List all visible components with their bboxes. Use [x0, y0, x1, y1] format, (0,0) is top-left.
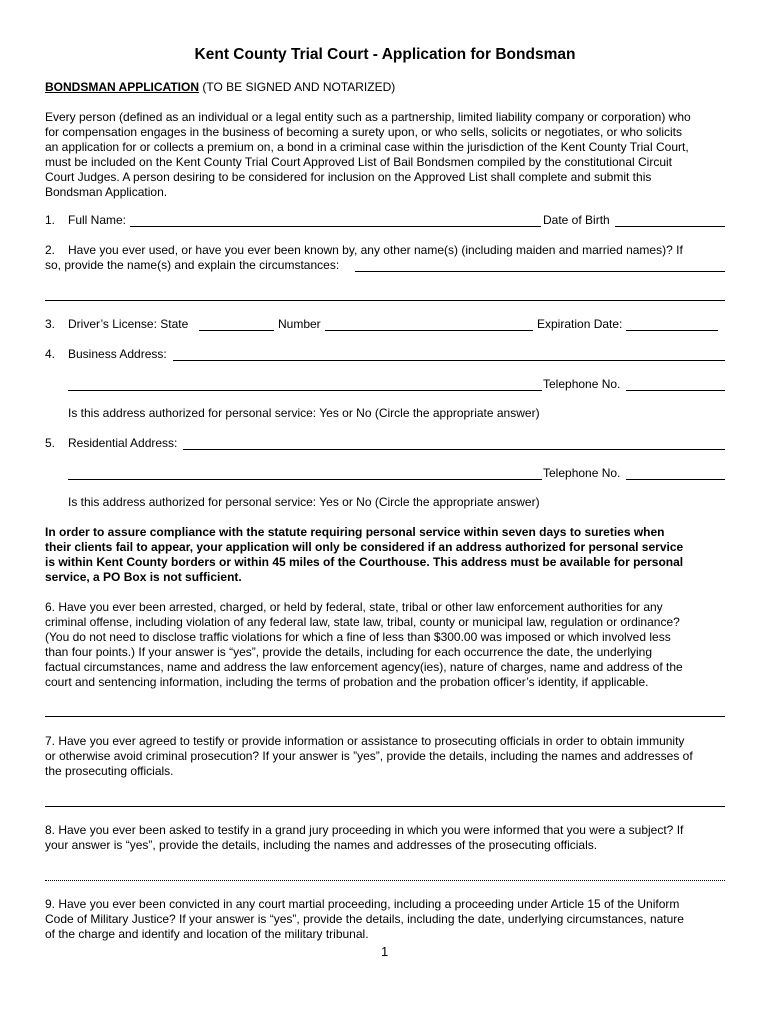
intro-line: for compensation engages in the business of becoming a surety upon, or who sells, solicits or negotiates, or who solicits [45, 125, 683, 139]
q9-line: of the charge and identify and location of the military tribunal. [45, 927, 369, 941]
q2-text-line: Have you ever used, or have you ever been known by, any other name(s) (including maiden and married names)? If [68, 243, 683, 257]
date-of-birth-field[interactable] [615, 226, 725, 227]
business-telephone-field[interactable] [626, 390, 725, 391]
other-names-field-2[interactable] [45, 300, 725, 301]
q7-line: 7. Have you ever agreed to testify or provide information or assistance to prosecuting officials in order to obtain immunity [45, 734, 685, 748]
q6-line: than four points.) If your answer is “yes”, provide the details, including for each occurrence the date, the underlying [45, 645, 652, 659]
q1-number: 1. [45, 213, 56, 227]
subheading [45, 80, 395, 95]
intro-line: Bondsman Application. [45, 185, 168, 199]
q8-line: your answer is “yes”, provide the details, including the names and addresses of the prosecuting officials. [45, 838, 598, 852]
notice-line: service, a PO Box is not sufficient. [45, 570, 242, 584]
residential-telephone-label: Telephone No. [543, 466, 621, 480]
other-names-field[interactable] [355, 271, 725, 272]
full-name-label: Full Name: [68, 213, 127, 227]
notice-line: In order to assure compliance with the statute requiring personal service within seven days to sureties when [45, 525, 665, 539]
subheading-label: BONDSMAN APPLICATION [45, 80, 199, 94]
q7-line: or otherwise avoid criminal prosecution? If your answer is ”yes”, provide the details, including the names and addresses of [45, 749, 693, 763]
business-address-field-2[interactable] [68, 390, 542, 391]
date-of-birth-label: Date of Birth [543, 213, 610, 227]
license-number-field[interactable] [325, 330, 533, 331]
expiration-date-field[interactable] [626, 330, 718, 331]
q2-text-line: so, provide the name(s) and explain the circumstances: [45, 258, 340, 272]
q8-paragraph [45, 823, 730, 853]
full-name-field[interactable] [130, 226, 541, 227]
notice-line: is within Kent County borders or within 45 miles of the Courthouse. This address must be available for personal [45, 555, 684, 569]
license-number-label: Number [278, 317, 321, 331]
drivers-license-state-label: Driver’s License: State [68, 317, 189, 331]
q7-answer-field[interactable] [45, 806, 725, 807]
expiration-date-label: Expiration Date: [537, 317, 623, 331]
business-address-authorized-text: Is this address authorized for personal service: Yes or No (Circle the appropriate answer) [68, 406, 540, 420]
q7-line: the prosecuting officials. [45, 764, 174, 778]
q6-line: 6. Have you ever been arrested, charged, or held by federal, state, tribal or other law enforcement authorities for any [45, 600, 663, 614]
q6-answer-field[interactable] [45, 716, 725, 717]
q6-paragraph [45, 600, 730, 690]
drivers-license-state-field[interactable] [199, 330, 274, 331]
intro-line: Court Judges. A person desiring to be considered for inclusion on the Approved List shall complete and submit this [45, 170, 652, 184]
business-address-field[interactable] [173, 360, 725, 361]
notice-line: their clients fail to appear, your application will only be considered if an address authorized for personal service [45, 540, 684, 554]
q2-number: 2. [45, 243, 56, 257]
residential-address-field[interactable] [183, 449, 725, 450]
q9-line: 9. Have you ever been convicted in any court martial proceeding, including a proceeding under Article 15 of the Uniform [45, 897, 680, 911]
personal-service-notice [45, 525, 730, 585]
q6-line: (You do not need to disclose traffic violations for which a fine of less than $300.00 was imposed or which involved less [45, 630, 671, 644]
residential-address-label: Residential Address: [68, 436, 178, 450]
q5-number: 5. [45, 436, 56, 450]
residential-telephone-field[interactable] [626, 479, 725, 480]
intro-line: must be included on the Kent County Trial Court Approved List of Bail Bondsmen compiled by the constitutional Circuit [45, 155, 673, 169]
q8-line: 8. Have you ever been asked to testify in a grand jury proceeding in which you were informed that you were a subject? If [45, 823, 684, 837]
business-address-label: Business Address: [68, 347, 167, 361]
q6-line: factual circumstances, name and address the law enforcement agency(ies), nature of charges, name and address of the [45, 660, 683, 674]
business-telephone-label: Telephone No. [543, 377, 621, 391]
q9-line: Code of Military Justice? If your answer is “yes”, provide the details, including the date, underlying circumstances, nature [45, 912, 684, 926]
q6-line: court and sentencing information, including the terms of probation and the probation officer’s identity, if applicable. [45, 675, 649, 689]
q8-answer-field[interactable] [45, 880, 725, 881]
residential-address-authorized-text: Is this address authorized for personal service: Yes or No (Circle the appropriate answer) [68, 495, 540, 509]
q9-paragraph [45, 897, 730, 942]
q7-paragraph [45, 734, 730, 779]
q6-line: criminal offense, including violation of any federal law, state law, tribal, county or municipal law, regulation or ordinance? [45, 615, 680, 629]
subheading-note: (TO BE SIGNED AND NOTARIZED) [202, 80, 396, 94]
page-number: 1 [381, 944, 389, 959]
intro-line: an application for or collects a premium on, a bond in a criminal case within the jurisdiction of the Kent County Trial Court, [45, 140, 689, 154]
q4-number: 4. [45, 347, 56, 361]
intro-paragraph [45, 110, 730, 200]
intro-line: Every person (defined as an individual or a legal entity such as a partnership, limited liability company or corporation) who [45, 110, 691, 124]
residential-address-field-2[interactable] [68, 479, 542, 480]
q3-number: 3. [45, 317, 56, 331]
page-title: Kent County Trial Court - Application for Bondsman [194, 46, 576, 63]
